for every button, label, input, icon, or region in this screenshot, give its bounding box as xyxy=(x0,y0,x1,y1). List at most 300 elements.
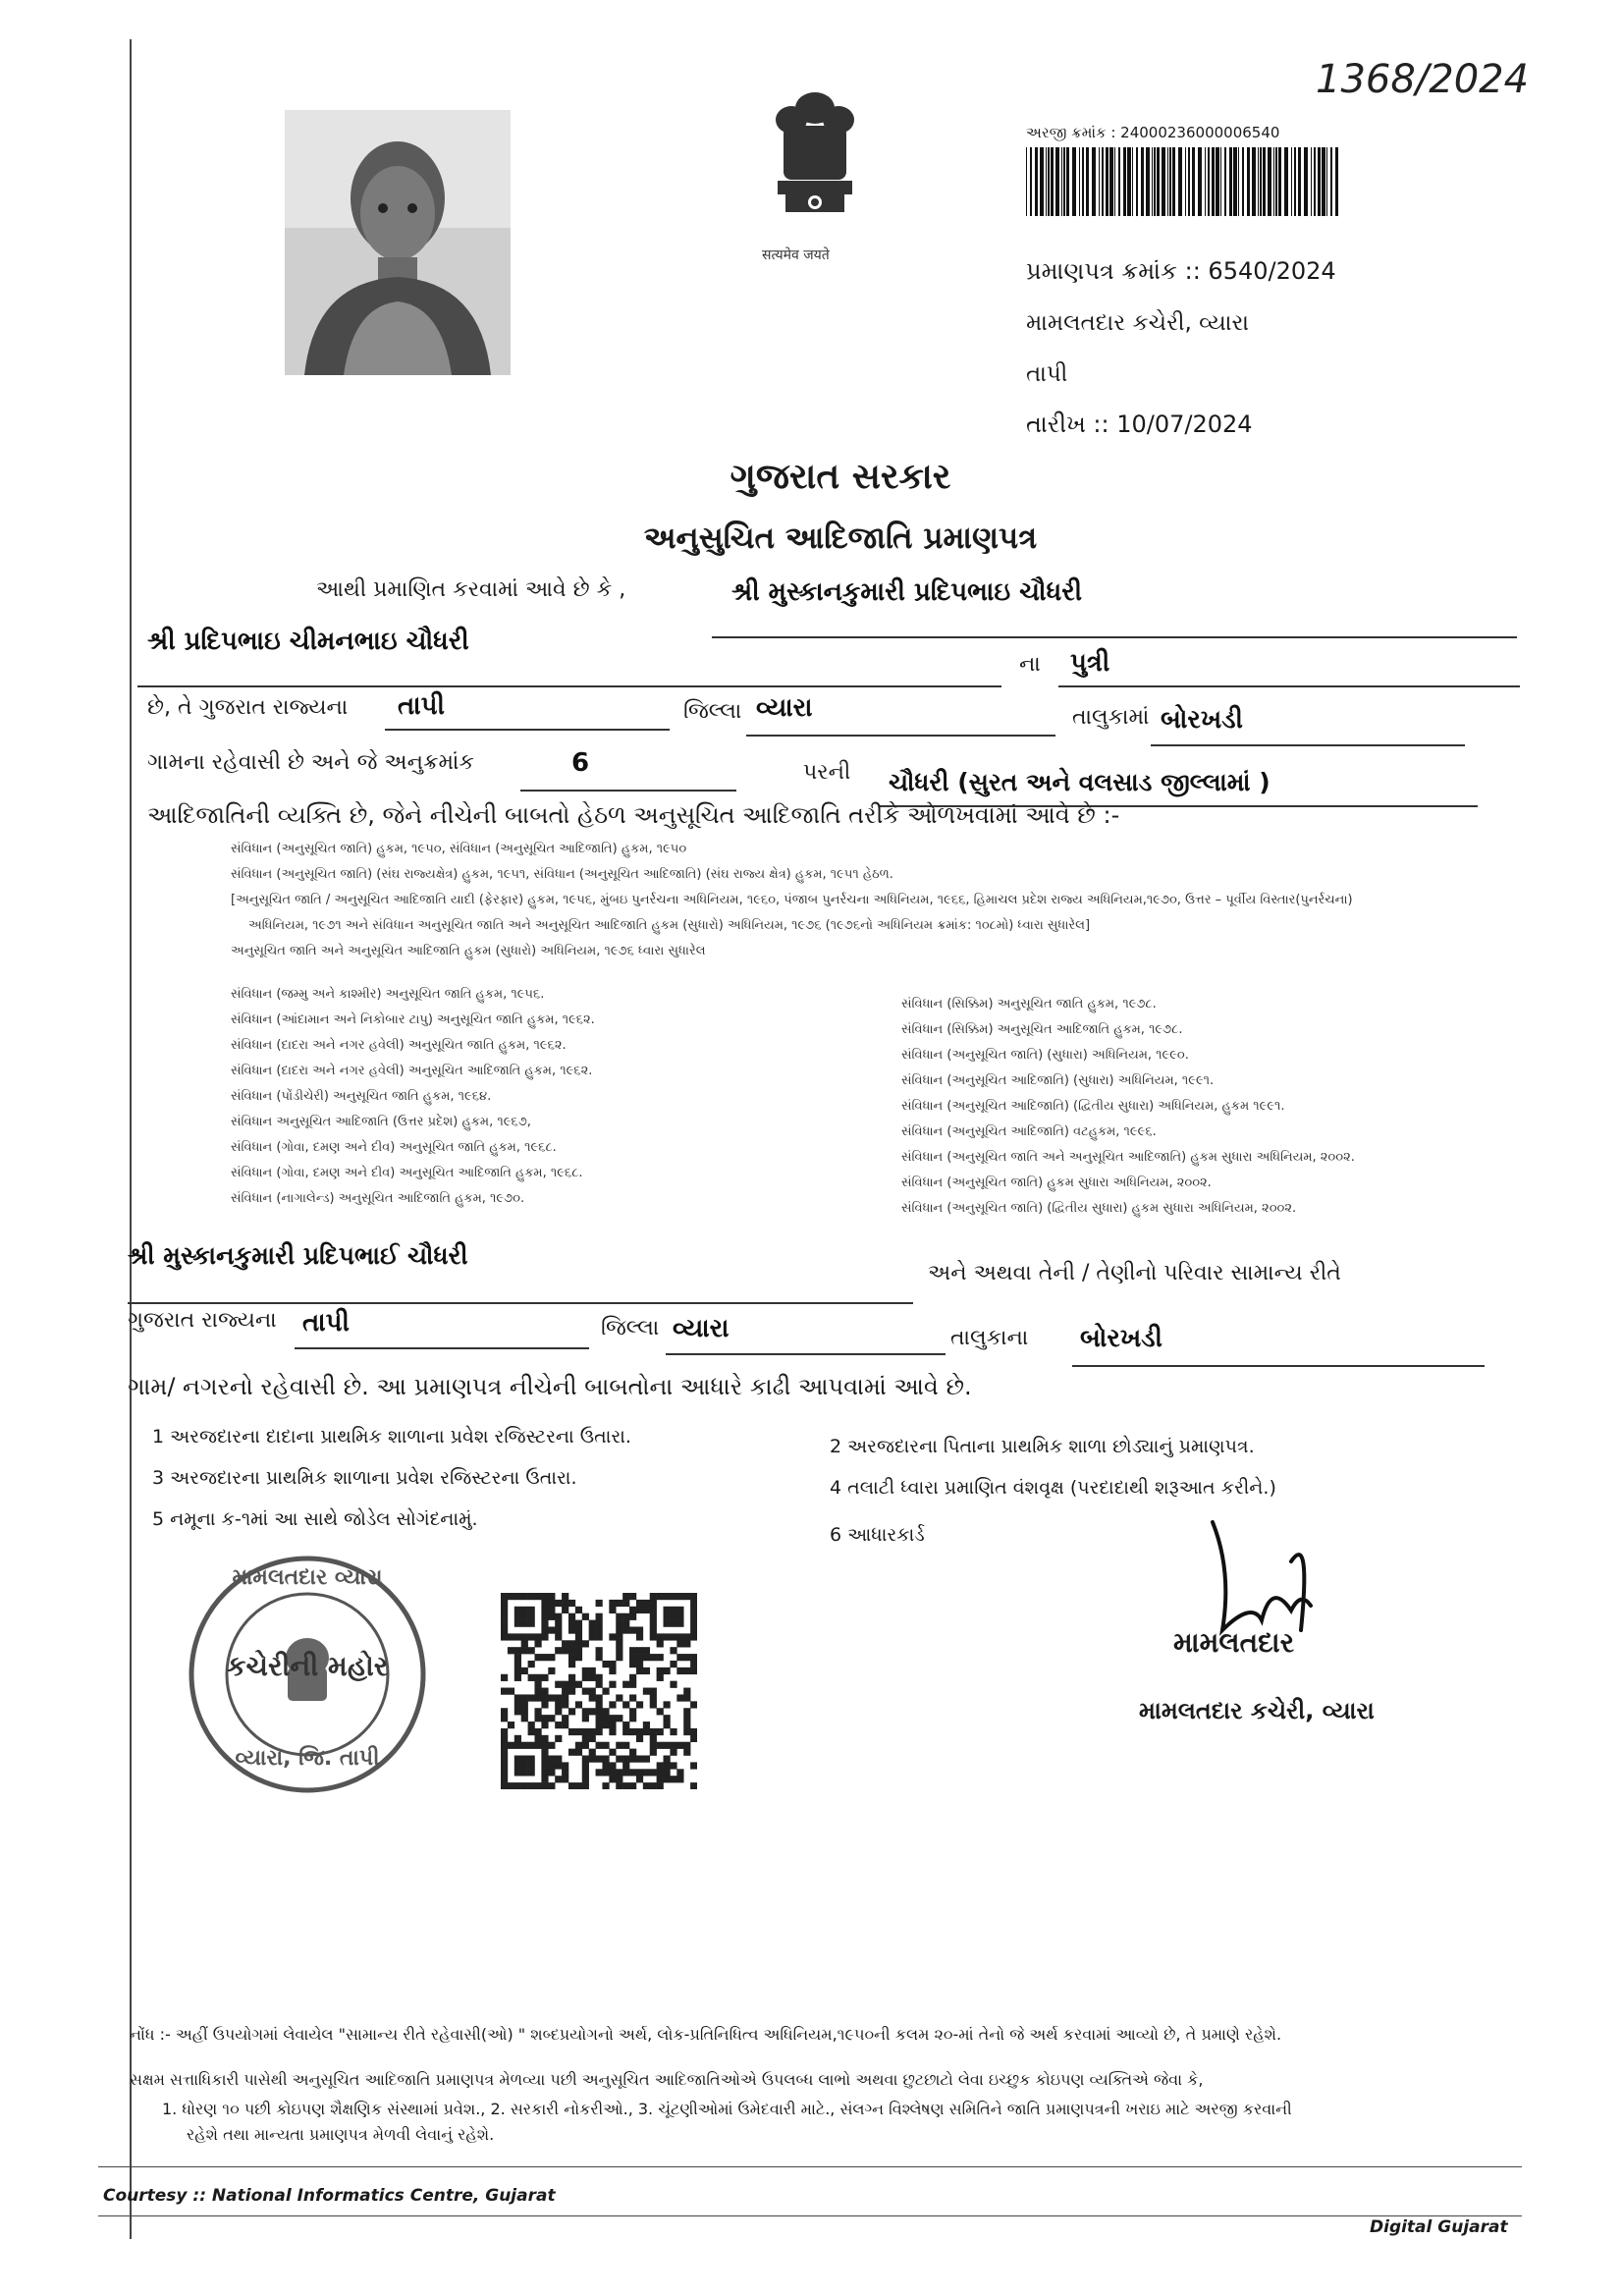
qr-module xyxy=(555,1756,562,1763)
qr-module xyxy=(501,1782,508,1789)
left-border xyxy=(130,39,132,2239)
barcode-bar xyxy=(1258,147,1259,216)
seal-ring-text: મામલતદાર વ્યારા xyxy=(232,1565,383,1590)
barcode-bar xyxy=(1268,147,1271,216)
qr-module xyxy=(568,1647,575,1654)
qr-module xyxy=(582,1769,589,1776)
qr-module xyxy=(690,1600,697,1607)
qr-module xyxy=(562,1640,568,1647)
state-text: છે, તે ગુજરાત રાજ્યના xyxy=(147,695,349,720)
qr-module xyxy=(534,1715,541,1722)
qr-module xyxy=(670,1728,676,1735)
qr-module xyxy=(622,1681,629,1688)
qr-module xyxy=(568,1674,575,1681)
barcode-bar xyxy=(1284,147,1288,216)
qr-module xyxy=(616,1640,622,1647)
qr-module xyxy=(501,1600,508,1607)
qr-module xyxy=(636,1633,643,1640)
qr-module xyxy=(589,1674,596,1681)
qr-module xyxy=(596,1600,603,1607)
qr-module xyxy=(622,1701,629,1708)
qr-module xyxy=(541,1701,548,1708)
qr-module xyxy=(650,1600,657,1607)
qr-module xyxy=(514,1782,521,1789)
qr-module xyxy=(501,1613,508,1620)
qr-module xyxy=(528,1769,535,1776)
barcode-bar xyxy=(1252,147,1256,216)
barcode-bar xyxy=(1220,147,1221,216)
qr-module xyxy=(521,1593,528,1600)
qr-module xyxy=(670,1681,676,1688)
qr-module xyxy=(514,1647,521,1654)
barcode-bar xyxy=(1146,147,1150,216)
qr-module xyxy=(629,1769,636,1776)
qr-module xyxy=(676,1613,683,1620)
qr-module xyxy=(616,1647,622,1654)
qr-module xyxy=(589,1694,596,1701)
qr-module xyxy=(541,1674,548,1681)
qr-module xyxy=(548,1742,555,1749)
basis-item-5: 5 નમૂના ક-૧માં આ સાથે જોડેલ સોગંદનામું. xyxy=(152,1508,478,1530)
basis-item-1: 1 અરજદારના દાદાના પ્રાથમિક શાળાના પ્રવેશ રજિસ્ટરના ઉતારા. xyxy=(152,1426,631,1448)
qr-module xyxy=(534,1688,541,1695)
qr-module xyxy=(629,1647,636,1654)
note-4: રહેશે તથા માન્યતા પ્રમાણપત્ર મેળવી લેવાનું રહેશે. xyxy=(187,2125,495,2144)
qr-module xyxy=(568,1640,575,1647)
qr-module xyxy=(650,1769,657,1776)
taluka-label-repeat: તાલુકાના xyxy=(950,1326,1029,1350)
qr-module xyxy=(596,1694,603,1701)
qr-module xyxy=(609,1722,616,1728)
qr-module xyxy=(670,1620,676,1627)
qr-module xyxy=(582,1742,589,1749)
qr-module xyxy=(622,1742,629,1749)
barcode-bar xyxy=(1233,147,1237,216)
qr-module xyxy=(650,1654,657,1661)
qr-module xyxy=(568,1688,575,1695)
qr-module xyxy=(541,1633,548,1640)
qr-module xyxy=(548,1782,555,1789)
office-seal-stamp xyxy=(185,1552,430,1797)
qr-module xyxy=(548,1593,555,1600)
qr-module xyxy=(616,1742,622,1749)
qr-module xyxy=(562,1607,568,1613)
order-line: સંવિધાન (ગોવા, દમણ અને દીવ) અનુસૂચિત જાતિ હુકમ, ૧૯૬૮. xyxy=(231,1140,557,1155)
qr-module xyxy=(528,1661,535,1667)
qr-module xyxy=(562,1776,568,1782)
qr-module xyxy=(657,1593,664,1600)
qr-module xyxy=(683,1728,690,1735)
qr-module xyxy=(501,1620,508,1627)
qr-module xyxy=(602,1715,609,1722)
qr-module xyxy=(683,1749,690,1756)
qr-module xyxy=(670,1613,676,1620)
qr-module xyxy=(676,1694,683,1701)
qr-module xyxy=(609,1633,616,1640)
qr-module xyxy=(650,1633,657,1640)
qr-module xyxy=(589,1708,596,1715)
qr-module xyxy=(575,1701,582,1708)
qr-module xyxy=(528,1756,535,1763)
qr-module xyxy=(501,1715,508,1722)
qr-module xyxy=(596,1620,603,1627)
qr-module xyxy=(548,1626,555,1633)
qr-module xyxy=(521,1742,528,1749)
qr-module xyxy=(650,1782,657,1789)
qr-module xyxy=(514,1661,521,1667)
qr-module xyxy=(657,1776,664,1782)
certificate-number: પ્રમાણપત્ર ક્રમાંક :: 6540/2024 xyxy=(1026,257,1336,285)
barcode-bar xyxy=(1035,147,1038,216)
qr-module xyxy=(548,1769,555,1776)
qr-module xyxy=(602,1756,609,1763)
qr-module xyxy=(636,1600,643,1607)
qr-module xyxy=(664,1769,671,1776)
issuing-office: મામલતદાર કચેરી, વ્યારા xyxy=(1026,310,1250,336)
qr-module xyxy=(664,1742,671,1749)
qr-module xyxy=(541,1626,548,1633)
qr-module xyxy=(501,1593,508,1600)
qr-module xyxy=(514,1620,521,1627)
qr-module xyxy=(534,1681,541,1688)
applicant-name-underline xyxy=(712,636,1517,638)
qr-module xyxy=(582,1640,589,1647)
qr-module xyxy=(670,1762,676,1769)
qr-module xyxy=(548,1613,555,1620)
qr-module xyxy=(636,1667,643,1674)
qr-module xyxy=(643,1722,650,1728)
village-underline xyxy=(1151,744,1465,746)
barcode-bar xyxy=(1106,147,1108,216)
qr-module xyxy=(683,1633,690,1640)
digital-gujarat-brand: Digital Gujarat xyxy=(1370,2217,1508,2237)
qr-code xyxy=(501,1593,697,1789)
basis-item-3: 3 અરજદારના પ્રાથમિક શાળાના પ્રવેશ રજિસ્ટરના ઉતારા. xyxy=(152,1467,577,1489)
barcode-bar xyxy=(1162,147,1165,216)
qr-module xyxy=(528,1694,535,1701)
barcode-bar xyxy=(1304,147,1308,216)
qr-module xyxy=(643,1756,650,1763)
qr-module xyxy=(629,1782,636,1789)
qr-module xyxy=(589,1626,596,1633)
qr-module xyxy=(636,1626,643,1633)
barcode-bar xyxy=(1216,147,1219,216)
qr-module xyxy=(616,1654,622,1661)
barcode-bar xyxy=(1167,147,1168,216)
officer-title: મામલતદાર xyxy=(1173,1626,1295,1659)
order-line: સંવિધાન (સિક્કિમ) અનુસૂચિત જાતિ હુકમ, ૧૯૭૮. xyxy=(901,997,1157,1011)
qr-module xyxy=(616,1756,622,1763)
qr-module xyxy=(664,1715,671,1722)
qr-module xyxy=(643,1688,650,1695)
qr-module xyxy=(582,1782,589,1789)
barcode-bar xyxy=(1314,147,1316,216)
basis-item-4: 4 તલાટી ધ્વારા પ્રમાણિત વંશવૃક્ષ (પરદાદાથી શરૂઆત કરીને.) xyxy=(830,1477,1276,1499)
qr-module xyxy=(514,1613,521,1620)
qr-module xyxy=(508,1688,514,1695)
qr-module xyxy=(650,1749,657,1756)
barcode-bar xyxy=(1188,147,1190,216)
qr-module xyxy=(582,1715,589,1722)
qr-module xyxy=(629,1708,636,1715)
qr-module xyxy=(609,1600,616,1607)
orders-right xyxy=(901,992,1530,1222)
qr-module xyxy=(683,1640,690,1647)
qr-module xyxy=(676,1667,683,1674)
qr-module xyxy=(541,1769,548,1776)
qr-module xyxy=(683,1688,690,1695)
resident-text: ગામના રહેવાસી છે અને જે અનુક્રમાંક xyxy=(147,750,474,775)
qr-module xyxy=(657,1762,664,1769)
qr-module xyxy=(622,1769,629,1776)
qr-module xyxy=(602,1782,609,1789)
qr-module xyxy=(636,1769,643,1776)
qr-module xyxy=(548,1654,555,1661)
qr-module xyxy=(629,1674,636,1681)
qr-module xyxy=(629,1607,636,1613)
qr-module xyxy=(555,1735,562,1742)
qr-module xyxy=(602,1769,609,1776)
qr-module xyxy=(616,1694,622,1701)
qr-module xyxy=(589,1688,596,1695)
qr-module xyxy=(562,1694,568,1701)
qr-module xyxy=(575,1728,582,1735)
qr-module xyxy=(562,1701,568,1708)
order-line: સંવિધાન (અનુસૂચિત આદિજાતિ) (સુધારા) અધિનિયમ, ૧૯૯૧. xyxy=(901,1073,1215,1088)
qr-module xyxy=(643,1728,650,1735)
order-line: સંવિધાન (અનુસૂચિત જાતિ) હુકમ, ૧૯૫૦, સંવિધાન (અનુસૂચિત આદિજાતિ) હુકમ, ૧૯૫૦ xyxy=(231,842,687,856)
qr-module xyxy=(683,1715,690,1722)
barcode-bar xyxy=(1154,147,1156,216)
qr-module xyxy=(616,1776,622,1782)
qr-module xyxy=(664,1776,671,1782)
taluka-underline xyxy=(746,735,1055,737)
qr-module xyxy=(528,1742,535,1749)
qr-module xyxy=(555,1633,562,1640)
orders-top xyxy=(231,837,1527,964)
barcode-bar xyxy=(1127,147,1131,216)
qr-module xyxy=(664,1756,671,1763)
qr-module xyxy=(534,1654,541,1661)
barcode-bar xyxy=(1030,147,1032,216)
qr-module xyxy=(534,1742,541,1749)
qr-module xyxy=(575,1742,582,1749)
qr-module xyxy=(690,1633,697,1640)
qr-module xyxy=(514,1694,521,1701)
basis-item-2: 2 અરજદારના પિતાના પ્રાથમિક શાળા છોડ્યાનું પ્રમાણપત્ર. xyxy=(830,1436,1255,1457)
qr-module xyxy=(575,1749,582,1756)
qr-module xyxy=(629,1728,636,1735)
order-line: સંવિધાન (અનુસૂચિત જાતિ) (સુધારા) અધિનિયમ, ૧૯૯૦. xyxy=(901,1048,1189,1063)
qr-module xyxy=(501,1769,508,1776)
barcode-bar xyxy=(1263,147,1266,216)
barcode-bar xyxy=(1123,147,1126,216)
parni-label: પરની xyxy=(803,760,851,785)
qr-module xyxy=(575,1620,582,1627)
barcode-bar xyxy=(1229,147,1232,216)
qr-module xyxy=(690,1735,697,1742)
barcode-bar xyxy=(1063,147,1065,216)
qr-module xyxy=(596,1613,603,1620)
document-subtitle: અનુસુચિત આદિજાતિ પ્રમાણપત્ર xyxy=(643,520,1038,556)
qr-module xyxy=(541,1607,548,1613)
qr-module xyxy=(596,1626,603,1633)
qr-module xyxy=(575,1782,582,1789)
issue-date: તારીખ :: 10/07/2024 xyxy=(1026,410,1253,438)
order-line: સંવિધાન (અનુસૂચિત જાતિ) (સંઘ રાજ્યક્ષેત્ર) હુકમ, ૧૯૫૧, સંવિધાન (અનુસૂચિત આદિજાતિ) (સંઘ રાજ્ય ક્ષેત્ર) હુકમ, ૧૯૫૧ હેઠળ. xyxy=(231,867,893,882)
qr-module xyxy=(683,1708,690,1715)
qr-module xyxy=(575,1681,582,1688)
qr-module xyxy=(528,1607,535,1613)
qr-module xyxy=(676,1640,683,1647)
qr-module xyxy=(670,1647,676,1654)
qr-module xyxy=(657,1674,664,1681)
emblem-motto: सत्यमेव जयते xyxy=(762,247,830,263)
barcode-bar xyxy=(1079,147,1080,216)
footer-bottom-rule xyxy=(98,2215,1522,2216)
qr-module xyxy=(596,1681,603,1688)
qr-module xyxy=(528,1647,535,1654)
qr-module xyxy=(514,1674,521,1681)
barcode-bar xyxy=(1157,147,1160,216)
qr-module xyxy=(501,1776,508,1782)
qr-module xyxy=(508,1633,514,1640)
barcode-bar xyxy=(1291,147,1292,216)
qr-module xyxy=(664,1593,671,1600)
qr-module xyxy=(602,1762,609,1769)
qr-module xyxy=(521,1640,528,1647)
barcode-bar xyxy=(1152,147,1153,216)
qr-module xyxy=(541,1613,548,1620)
qr-module xyxy=(562,1647,568,1654)
qr-module xyxy=(514,1769,521,1776)
qr-module xyxy=(555,1694,562,1701)
qr-module xyxy=(690,1701,697,1708)
qr-module xyxy=(541,1694,548,1701)
qr-module xyxy=(616,1613,622,1620)
qr-module xyxy=(643,1607,650,1613)
qr-module xyxy=(514,1633,521,1640)
barcode-bar xyxy=(1046,147,1047,216)
qr-module xyxy=(690,1728,697,1735)
qr-module xyxy=(629,1613,636,1620)
qr-module xyxy=(589,1620,596,1627)
qr-module xyxy=(657,1633,664,1640)
barcode-bar xyxy=(1114,147,1115,216)
qr-module xyxy=(664,1613,671,1620)
qr-module xyxy=(643,1769,650,1776)
qr-module xyxy=(528,1620,535,1627)
qr-module xyxy=(596,1701,603,1708)
qr-module xyxy=(555,1620,562,1627)
qr-module xyxy=(514,1756,521,1763)
applicant-name-repeat-underline xyxy=(128,1302,913,1304)
qr-module xyxy=(582,1728,589,1735)
barcode-bar xyxy=(1247,147,1250,216)
qr-module xyxy=(622,1593,629,1600)
qr-module xyxy=(541,1776,548,1782)
qr-module xyxy=(636,1735,643,1742)
qr-module xyxy=(521,1613,528,1620)
qr-module xyxy=(555,1776,562,1782)
qr-module xyxy=(501,1735,508,1742)
district-repeat-underline xyxy=(295,1347,589,1349)
qr-module xyxy=(514,1701,521,1708)
order-line: અનુસૂચિત જાતિ અને અનુસૂચિત આદિજાતિ હુકમ (સુધારો) અધિનિયમ, ૧૯૭૬ ધ્વારા સુધારેલ xyxy=(231,944,706,958)
qr-module xyxy=(636,1654,643,1661)
qr-module xyxy=(528,1728,535,1735)
applicant-photo xyxy=(285,110,511,375)
barcode-bar xyxy=(1208,147,1210,216)
qr-module xyxy=(670,1776,676,1782)
barcode-bar xyxy=(1099,147,1100,216)
qr-module xyxy=(596,1633,603,1640)
qr-module xyxy=(575,1607,582,1613)
note-2: સક્ષમ સત્તાધિકારી પાસેથી અનુસૂચિત આદિજાતિ પ્રમાણપત્ર મેળવ્યા પછી અનુસૂચિત આદિજાતિઓએ ઉપલબ્ધ લાભો અથવા છુટછાટો લેવા ઇચ્છુક કોઇપણ વ્યક્તિએ જેવા કે, xyxy=(130,2070,1204,2089)
qr-module xyxy=(690,1620,697,1627)
qr-module xyxy=(596,1769,603,1776)
document-title: ગુજરાત સરકાર xyxy=(730,457,951,497)
order-line: સંવિધાન (દાદરા અને નગર હવેલી) અનુસૂચિત જાતિ હુકમ, ૧૯૬૨. xyxy=(231,1038,567,1053)
qr-module xyxy=(670,1593,676,1600)
tribe-value: ચૌધરી (સુરત અને વલસાડ જીલ્લામાં ) xyxy=(889,768,1271,796)
qr-module xyxy=(541,1782,548,1789)
qr-module xyxy=(582,1667,589,1674)
barcode-bar xyxy=(1132,147,1133,216)
qr-module xyxy=(622,1613,629,1620)
qr-module xyxy=(676,1776,683,1782)
qr-module xyxy=(650,1728,657,1735)
qr-module xyxy=(508,1647,514,1654)
qr-module xyxy=(622,1728,629,1735)
father-name-underline xyxy=(137,685,1001,687)
qr-module xyxy=(643,1600,650,1607)
qr-module xyxy=(616,1633,622,1640)
qr-module xyxy=(596,1715,603,1722)
qr-module xyxy=(664,1620,671,1627)
barcode-bar xyxy=(1205,147,1206,216)
qr-module xyxy=(514,1607,521,1613)
order-line: સંવિધાન (જમ્મુ અને કાશ્મીર) અનુસૂચિત જાતિ હુકમ, ૧૯૫૬. xyxy=(231,987,545,1002)
qr-module xyxy=(514,1735,521,1742)
qr-module xyxy=(568,1626,575,1633)
barcode-bar xyxy=(1040,147,1044,216)
qr-module xyxy=(582,1776,589,1782)
district-label-repeat: જિલ્લા xyxy=(601,1316,660,1340)
qr-module xyxy=(609,1749,616,1756)
qr-module xyxy=(541,1756,548,1763)
qr-module xyxy=(609,1762,616,1769)
barcode-bar xyxy=(1326,147,1327,216)
serial-number: 6 xyxy=(571,748,590,778)
qr-module xyxy=(650,1613,657,1620)
qr-module xyxy=(548,1715,555,1722)
qr-module xyxy=(589,1749,596,1756)
qr-module xyxy=(650,1620,657,1627)
qr-module xyxy=(596,1647,603,1654)
qr-module xyxy=(657,1742,664,1749)
qr-module xyxy=(514,1654,521,1661)
qr-module xyxy=(670,1661,676,1667)
qr-module xyxy=(657,1782,664,1789)
qr-module xyxy=(534,1728,541,1735)
qr-module xyxy=(629,1749,636,1756)
qr-module xyxy=(664,1607,671,1613)
barcode-bar xyxy=(1335,147,1338,216)
qr-module xyxy=(534,1640,541,1647)
barcode-bar xyxy=(1212,147,1215,216)
village-repeat-underline xyxy=(1072,1365,1485,1367)
